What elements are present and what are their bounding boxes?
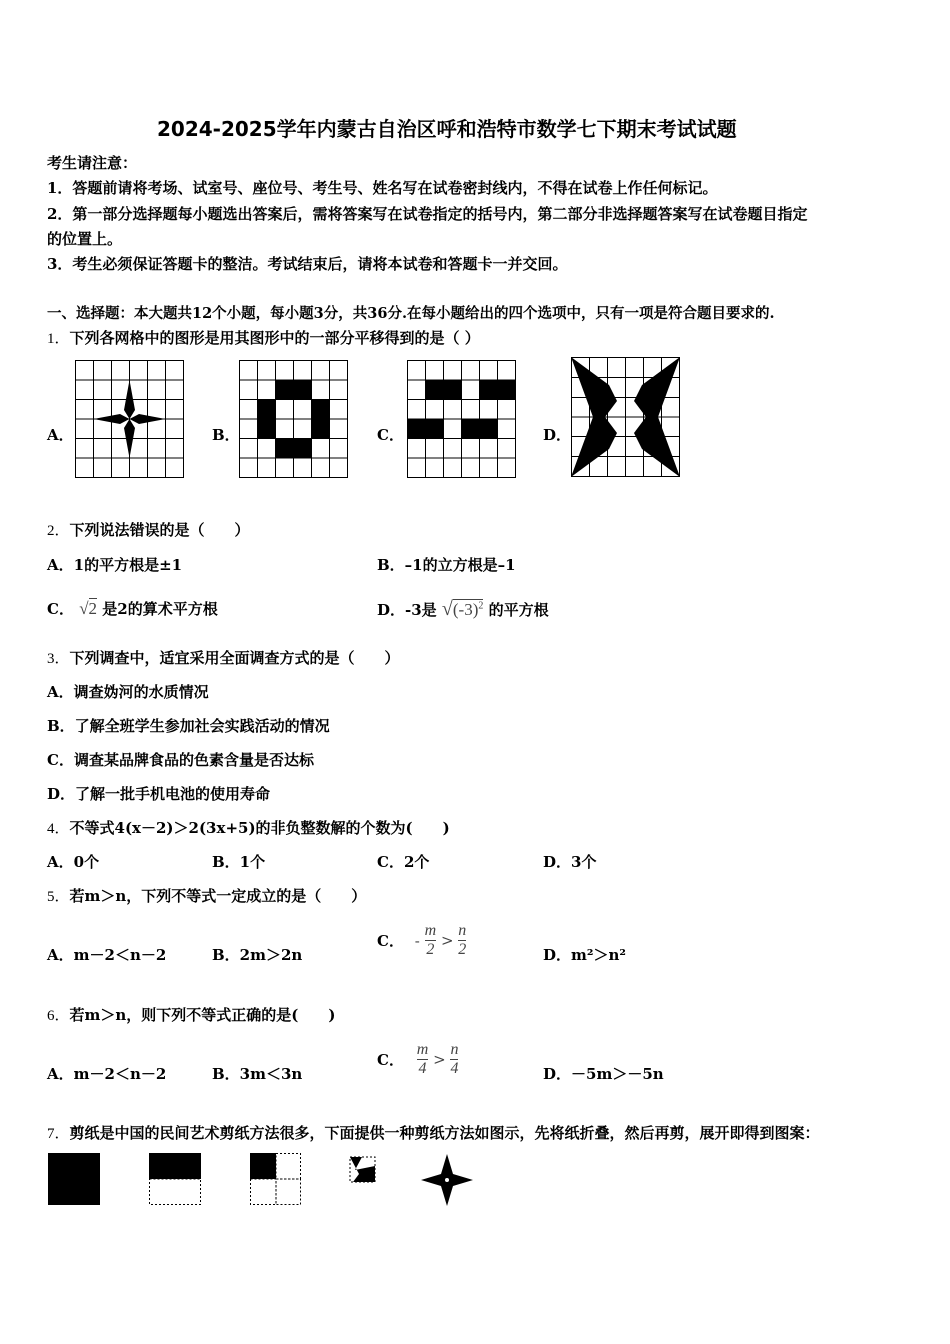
q1-option-d-label: D． [543,426,572,444]
paper-folded-half [149,1153,201,1205]
q4-option-a: A．0个 [47,853,100,871]
question-6 [47,1004,336,1025]
question-number: 2． [47,523,70,539]
q3-option-a: A．调查妫河的水质情况 [47,683,209,701]
q1-grid-d [571,357,681,477]
q1-option-c-label: C． [377,426,404,444]
question-7 [47,1122,820,1143]
question-number: 5． [47,889,70,905]
q5-option-d: D．m²＞n² [543,946,626,964]
notice-item-1: 1．答题前请将考场、试室号、座位号、考生号、姓名写在试卷密封线内，不得在试卷上作任何标记。 [47,179,718,197]
question-number: 3． [47,651,70,667]
paper-cut-corner [350,1157,375,1182]
numerator: n [458,922,467,939]
question-text: 若m＞n，下列不等式一定成立的是（ ） [69,887,367,905]
option-text: 是2的算术平方根 [102,600,218,618]
paper-cutting-steps [47,1152,477,1208]
question-text: 若m＞n，则下列不等式正确的是( ) [69,1006,336,1024]
denominator: 2 [426,941,435,958]
question-5 [47,885,366,906]
notice-item-3: 3．考生必须保证答题卡的整洁。考试结束后，请将本试卷和答题卡一并交回。 [47,255,568,273]
q5-option-b: B．2m＞2n [212,946,303,964]
page-title: 2024-2025学年内蒙古自治区呼和浩特市数学七下期末考试试题 [157,117,737,141]
option-label: C． [47,600,74,618]
q4-option-b: B．1个 [212,853,266,871]
option-label: D．-3是 [377,601,437,619]
notice-item-2: 2．第一部分选择题每小题选出答案后，需将答案写在试卷指定的括号内，第二部分非选择题答案写在试卷题目指定 [47,205,808,223]
exponent: 2 [478,600,484,612]
question-number: 6． [47,1008,70,1024]
question-text: 下列各网格中的图形是用其图形中的一部分平移得到的是（ ） [69,329,480,347]
numerator: m [416,1041,429,1058]
q5-option-c [377,922,466,959]
denominator: 4 [418,1060,427,1077]
radicand: 2 [88,599,98,618]
q2-option-a: A．1的平方根是±1 [47,556,183,574]
q2-option-d: D．-3是 $√(-3)^2$ 的平方根 [377,598,549,620]
paper-square [48,1153,100,1205]
q4-option-c: C．2个 [377,853,430,871]
question-number: 7． [47,1126,70,1142]
q6-option-d: D．－5m＞－5n [543,1065,664,1083]
question-2 [47,519,250,540]
question-text: 剪纸是中国的民间艺术剪纸方法很多，下面提供一种剪纸方法如图示，先将纸折叠，然后再剪，展开即得到图案： [69,1124,820,1142]
four-point-star-icon [94,380,166,458]
minus-sign: - [414,931,420,950]
q1-grid-b [239,360,349,478]
q4-option-d: D．3个 [543,853,597,871]
denominator: 4 [450,1060,459,1077]
option-label: C． [377,932,404,950]
option-text: 的平方根 [488,601,549,619]
question-number: 1． [47,331,70,347]
question-number: 4． [47,821,70,837]
q6-option-b: B．3m＜3n [212,1065,303,1083]
paper-folded-quarter [250,1153,301,1205]
q1-option-b-label: B． [212,426,240,444]
q1-grid-c [407,360,517,478]
q3-option-b: B．了解全班学生参加社会实践活动的情况 [47,717,330,735]
question-text: 下列调查中，适宜采用全面调查方式的是（ ） [69,649,400,667]
greater-than: > [440,931,454,950]
notice-item-2-cont: 的位置上。 [47,230,123,248]
q3-option-d: D．了解一批手机电池的使用寿命 [47,785,271,803]
numerator: n [450,1041,459,1058]
q2-option-b: B．–1的立方根是–1 [377,556,516,574]
q6-option-a: A．m－2＜n－2 [47,1065,167,1083]
question-1 [47,327,480,348]
radicand: (-3) [452,600,479,619]
question-text: 不等式4(x－2)＞2(3x+5)的非负整数解的个数为( ) [69,819,450,837]
numerator: m [424,922,437,939]
question-4 [47,817,450,838]
question-text: 下列说法错误的是（ ） [69,521,250,539]
section-heading: 一、选择题：本大题共12个小题，每小题3分，共36分.在每小题给出的四个选项中，只有一项是符合题目要求的. [47,305,775,322]
option-label: C． [377,1051,404,1069]
q1-option-a-label: A． [47,426,74,444]
q5-option-a: A．m－2＜n－2 [47,946,167,964]
denominator: 2 [458,941,467,958]
notice-heading: 考生请注意： [47,154,138,172]
greater-than: > [433,1050,446,1069]
q2-option-c: C． √2 是2的算术平方根 [47,599,218,618]
q3-option-c: C．调查某品牌食品的色素含量是否达标 [47,751,314,769]
q1-grid-a [75,360,185,478]
q6-option-c [377,1041,458,1078]
question-3 [47,647,400,668]
